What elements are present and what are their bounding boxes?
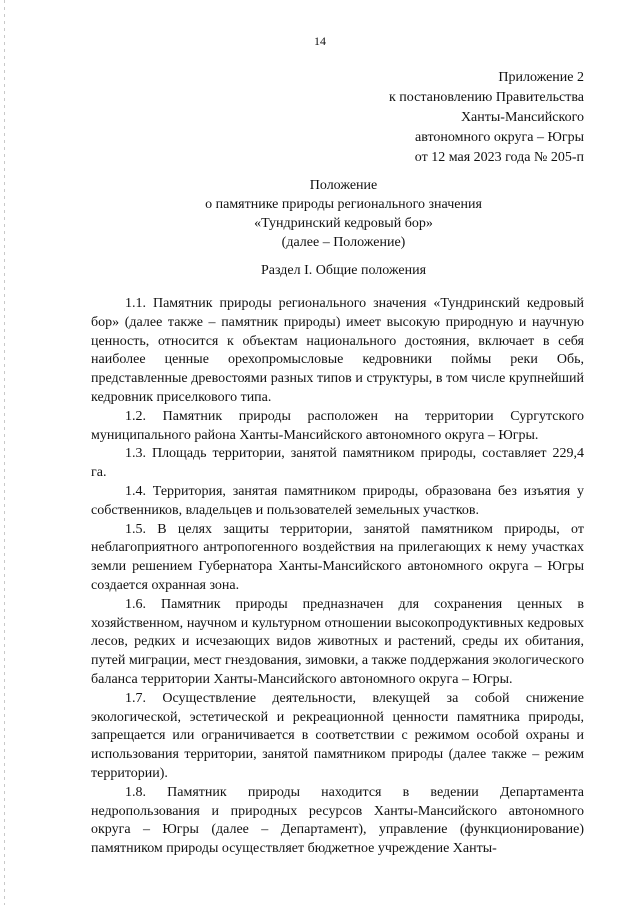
paragraph-1-3: 1.3. Площадь территории, занятой памятником природы, составляет 229,4 га. — [91, 446, 584, 481]
paragraph-1-4: 1.4. Территория, занятая памятником природы, образована без изъятия у собственников, владельцев и пользователей земельных участков. — [91, 483, 584, 518]
section-heading: Раздел I. Общие положения — [260, 263, 427, 278]
document-body — [91, 295, 584, 859]
title-line: Положение — [309, 178, 378, 193]
document-title — [60, 176, 627, 252]
appendix-line: Приложение 2 — [498, 70, 584, 85]
paragraph-1-6: 1.6. Памятник природы предназначен для сохранения ценных в хозяйственном, научном и культурном отношении высокопродуктивных кедровых лесов, редких и исчезающих видов животных и растений, среды их обитания, путей миграции, мест гнездования, зимовки, а также поддержания экологического баланса территории Ханты-Мансийского автономного округа – Югры. — [91, 596, 584, 687]
title-line: (далее – Положение) — [281, 235, 406, 250]
appendix-line: от 12 мая 2023 года № 205-п — [414, 150, 584, 165]
paragraph-1-7: 1.7. Осуществление деятельности, влекущей за собой снижение экологической, эстетической и рекреационной ценности памятника природы, запрещается или ограничивается в соответствии с режимом особой охраны и использования территории, занятой памятником природы (далее также – режим территории). — [91, 690, 584, 781]
title-line: о памятнике природы регионального значения — [205, 197, 482, 212]
appendix-line: автономного округа – Югры — [415, 130, 584, 145]
paragraph-1-1: 1.1. Памятник природы регионального значения «Тундринский кедровый бор» (далее также – памятник природы) имеет высокую природную и научную ценность, относится к объектам национального достояния, включает в себя наиболее ценные орехопромысловые кедровники поймы реки Обь, представленные древостоями разных типов и структуры, в том числе крупнейший кедровник приселкового типа. — [91, 296, 584, 405]
paragraph-1-2: 1.2. Памятник природы расположен на территории Сургутского муниципального района Ханты-Мансийского автономного округа – Югры. — [91, 408, 584, 443]
paragraph-1-5: 1.5. В целях защиты территории, занятой памятником природы, от неблагоприятного антропогенного воздействия на прилегающих к нему участках земли решением Губернатора Ханты-Мансийского автономного округа – Югры создается охранная зона. — [91, 521, 584, 593]
appendix-line: Ханты-Мансийского — [460, 110, 584, 125]
appendix-line: к постановлению Правительства — [388, 90, 584, 105]
paragraph-1-8: 1.8. Памятник природы находится в ведении Департамента недропользования и природных ресурсов Ханты-Мансийского автономного округа – Югры (далее – Департамент), управление (функционирование) памятником природы осуществляет бюджетное учреждение Ханты- — [91, 784, 584, 857]
page-number: 14 — [314, 34, 326, 48]
title-line: «Тундринский кедровый бор» — [254, 216, 433, 231]
scan-edge-line — [4, 0, 5, 905]
appendix-block — [330, 68, 584, 168]
